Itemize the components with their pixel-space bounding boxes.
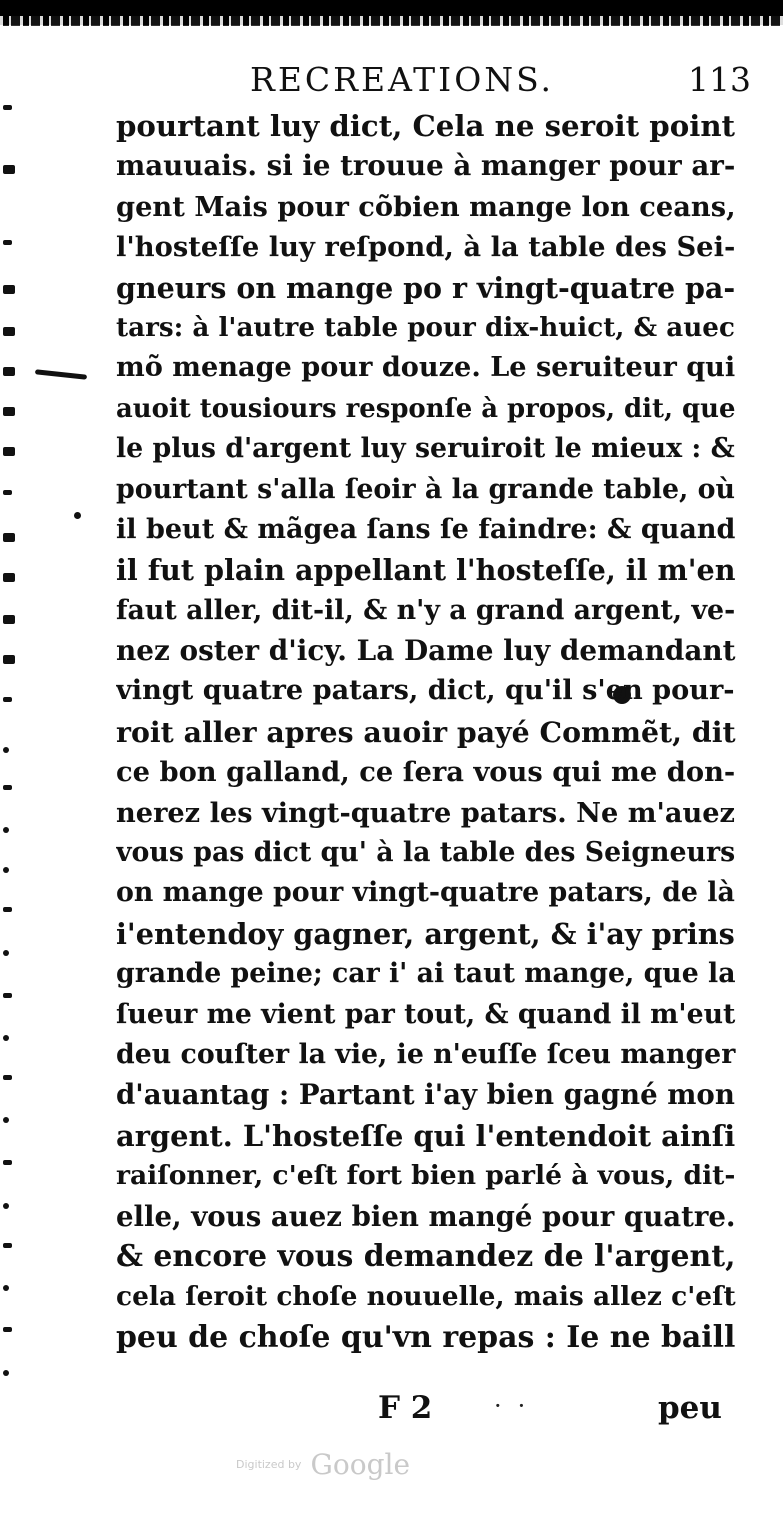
margin-mark [3, 950, 9, 956]
text-line: gent Mais pour cõbien mange lon ceans, [116, 190, 736, 223]
margin-mark [3, 1243, 12, 1248]
catchword: peu [658, 1390, 722, 1426]
signature-mark: F 2 [378, 1390, 433, 1426]
text-line: pourtant luy dict, Cela ne seroit point [116, 109, 736, 143]
margin-mark [3, 367, 15, 376]
margin-mark [3, 447, 15, 456]
text-line: gneurs on mange po r vingt-quatre pa- [116, 270, 736, 305]
digitization-watermark [236, 1448, 410, 1481]
margin-mark [3, 573, 15, 582]
text-line: il beut & mãgea ſans ſe faindre: & quand [116, 513, 736, 545]
margin-mark [3, 867, 9, 873]
ink-smudge [35, 369, 87, 379]
text-line: le plus d'argent luy seruiroit le mieux : & [116, 433, 735, 465]
text-line: auoit tousiours responſe à propos, dit, que [116, 393, 736, 424]
margin-mark [3, 240, 12, 245]
text-line: i'entendoy gagner, argent, & i'ay prins [116, 916, 735, 951]
margin-mark [3, 1203, 9, 1209]
text-line: ce bon galland, ce ſera vous qui me don- [116, 756, 736, 789]
top-page-edge [0, 0, 783, 36]
left-margin-bleed [0, 95, 22, 1395]
margin-mark [3, 1117, 9, 1123]
margin-mark [3, 1035, 9, 1041]
margin-mark [3, 327, 15, 336]
ink-dot [74, 512, 81, 519]
watermark-prefix: Digitized by [236, 1458, 302, 1471]
margin-mark [3, 1285, 9, 1291]
body-text [116, 106, 748, 1358]
margin-mark [3, 827, 9, 833]
text-line: faut aller, dit-il, & n'y a grand argent, ve- [116, 594, 736, 626]
margin-mark [3, 407, 15, 416]
margin-mark [3, 907, 12, 912]
text-line: & encore vous demandez de l'argent, [116, 1238, 736, 1274]
margin-mark [3, 747, 9, 753]
margin-mark [3, 615, 15, 624]
text-line: vingt quatre patars, dict, qu'il s'en pour- [116, 675, 735, 707]
margin-mark [3, 697, 12, 702]
text-line: on mange pour vingt-quatre patars, de là [116, 877, 735, 909]
page-number: 113 [688, 60, 751, 99]
margin-mark [3, 655, 15, 664]
margin-mark [3, 993, 12, 998]
text-line: peu de choſe qu'vn repas : Ie ne baill [116, 1319, 736, 1355]
text-line: raiſonner, c'eſt fort bien parlé à vous, dit- [116, 1160, 736, 1192]
text-line: elle, vous auez bien mangé pour quatre. [116, 1199, 736, 1233]
margin-mark [3, 1160, 12, 1165]
text-line: ſueur me vient par tout, & quand il m'eut [116, 998, 736, 1030]
text-line: d'auantag : Partant i'ay bien gagné mon [116, 1078, 735, 1112]
margin-mark [3, 1370, 9, 1376]
text-line: pourtant s'alla ſeoir à la grande table, où [116, 473, 736, 505]
text-line: cela ſeroit choſe nouuelle, mais allez c'eſt [116, 1281, 736, 1313]
margin-mark [3, 533, 15, 542]
text-line: il fut plain appellant l'hosteſſe, il m'en [116, 553, 736, 588]
text-line: nez oster d'icy. La Dame luy demandant [116, 634, 736, 668]
text-line: roit aller apres auoir payé Commẽt, dit [116, 714, 736, 749]
text-line: nerez les vingt-quatre patars. Ne m'auez [116, 796, 735, 829]
margin-mark [3, 165, 15, 174]
text-line: mõ menage pour douze. Le seruiteur qui [116, 352, 736, 384]
text-line: deu couſter la vie, ie n'euſſe ſceu manger [116, 1038, 736, 1070]
running-head: RECREATIONS. [250, 60, 555, 99]
text-line: l'hosteſſe luy reſpond, à la table des Sei- [116, 231, 736, 264]
margin-mark [3, 1327, 12, 1332]
margin-mark [3, 785, 12, 790]
margin-mark [3, 1075, 12, 1080]
text-line: vous pas dict qu' à la table des Seigneurs [116, 837, 736, 869]
margin-mark [3, 105, 12, 110]
watermark-brand: Google [310, 1448, 411, 1481]
margin-mark [3, 490, 12, 495]
ink-specks: ·· [494, 1392, 542, 1420]
text-line: mauuais. si ie trouue à manger pour ar- [116, 149, 736, 183]
text-line: argent. L'hosteſſe qui l'entendoit ainſi [116, 1118, 736, 1153]
text-line: tars: à l'autre table pour dix-huict, & auec [116, 311, 735, 343]
margin-mark [3, 285, 15, 294]
text-line: grande peine; car i' ai taut mange, que la [116, 958, 736, 990]
